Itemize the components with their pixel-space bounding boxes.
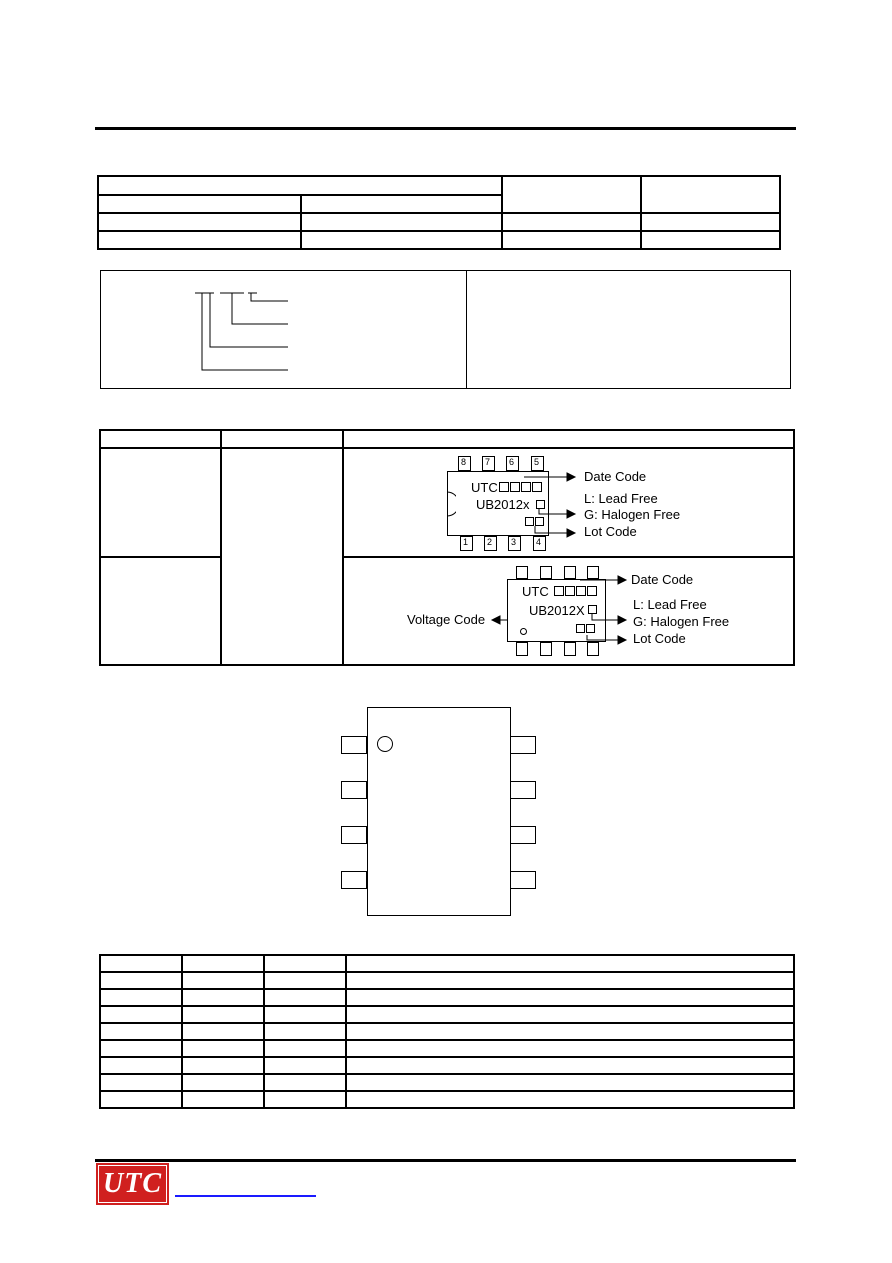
chip-part-text: UB2012x — [476, 497, 530, 512]
chip-brand-text: UTC — [471, 480, 498, 495]
marking-voltage-cell — [221, 448, 343, 665]
pin-right — [510, 871, 536, 889]
code-box-divider — [466, 271, 467, 388]
marking-package-cell — [100, 557, 221, 665]
pin-number: 4 — [536, 537, 542, 547]
pin1-marker-icon — [377, 736, 393, 752]
part-number-code-diagram — [101, 271, 466, 388]
pin-right — [510, 736, 536, 754]
dip8-marking — [344, 558, 794, 666]
pin-configuration — [340, 707, 537, 916]
marking-header-voltage-code — [221, 430, 343, 448]
pin-right — [510, 826, 536, 844]
so8-leader-lines — [344, 449, 794, 558]
table-row — [100, 1074, 794, 1091]
lot-code-label: Lot Code — [633, 631, 686, 646]
marking-table — [99, 429, 795, 666]
marking-dip8-cell — [343, 557, 794, 665]
table-row — [100, 1040, 794, 1057]
pin-left — [341, 871, 367, 889]
table-row — [100, 1023, 794, 1040]
ordering-header-package — [502, 176, 641, 213]
table-row — [100, 972, 794, 989]
ordering-header-halogen-free — [301, 195, 502, 213]
marking-so8-cell — [343, 448, 794, 557]
table-row — [98, 213, 780, 231]
table-row — [100, 989, 794, 1006]
pin-number: 5 — [534, 457, 540, 467]
pin-right — [510, 781, 536, 799]
pin-number: 7 — [485, 457, 491, 467]
date-code-label: Date Code — [584, 469, 647, 484]
pin-left — [341, 736, 367, 754]
pin-left — [341, 826, 367, 844]
date-code-label: Date Code — [631, 572, 694, 587]
chip-brand-text: UTC — [522, 584, 549, 599]
halogen-free-label: G: Halogen Free — [633, 614, 730, 629]
utc-logo — [96, 1163, 169, 1205]
table-row — [100, 1091, 794, 1108]
ordering-table — [97, 175, 781, 250]
chip-part-text: UB2012X — [529, 603, 585, 618]
pin-description-table — [99, 954, 795, 1109]
pin-left — [341, 781, 367, 799]
ordering-header-packing — [641, 176, 780, 213]
ordering-header-lead-free — [98, 195, 301, 213]
pin-number: 1 — [463, 537, 469, 547]
pin-number: 8 — [461, 457, 467, 467]
halogen-free-label: G: Halogen Free — [584, 507, 681, 522]
table-header-row — [100, 955, 794, 972]
table-row — [98, 231, 780, 249]
part-number-code-box — [100, 270, 791, 389]
header-rule — [95, 127, 796, 130]
marking-header-package — [100, 430, 221, 448]
footer-rule — [95, 1159, 796, 1162]
pin-number: 2 — [487, 537, 493, 547]
marking-header-marking — [343, 430, 794, 448]
lead-free-label: L: Lead Free — [633, 597, 707, 612]
website-link[interactable] — [175, 1195, 316, 1197]
table-row — [100, 1057, 794, 1074]
lot-code-label: Lot Code — [584, 524, 637, 539]
logo-text: UTC — [103, 1168, 162, 1199]
voltage-code-label: Voltage Code — [407, 612, 486, 627]
pin-number: 6 — [509, 457, 515, 467]
marking-package-cell — [100, 448, 221, 557]
table-row — [100, 1006, 794, 1023]
pin-number: 3 — [511, 537, 517, 547]
lead-free-label: L: Lead Free — [584, 491, 658, 506]
ordering-header-number — [98, 176, 502, 195]
so8-marking — [344, 449, 794, 558]
